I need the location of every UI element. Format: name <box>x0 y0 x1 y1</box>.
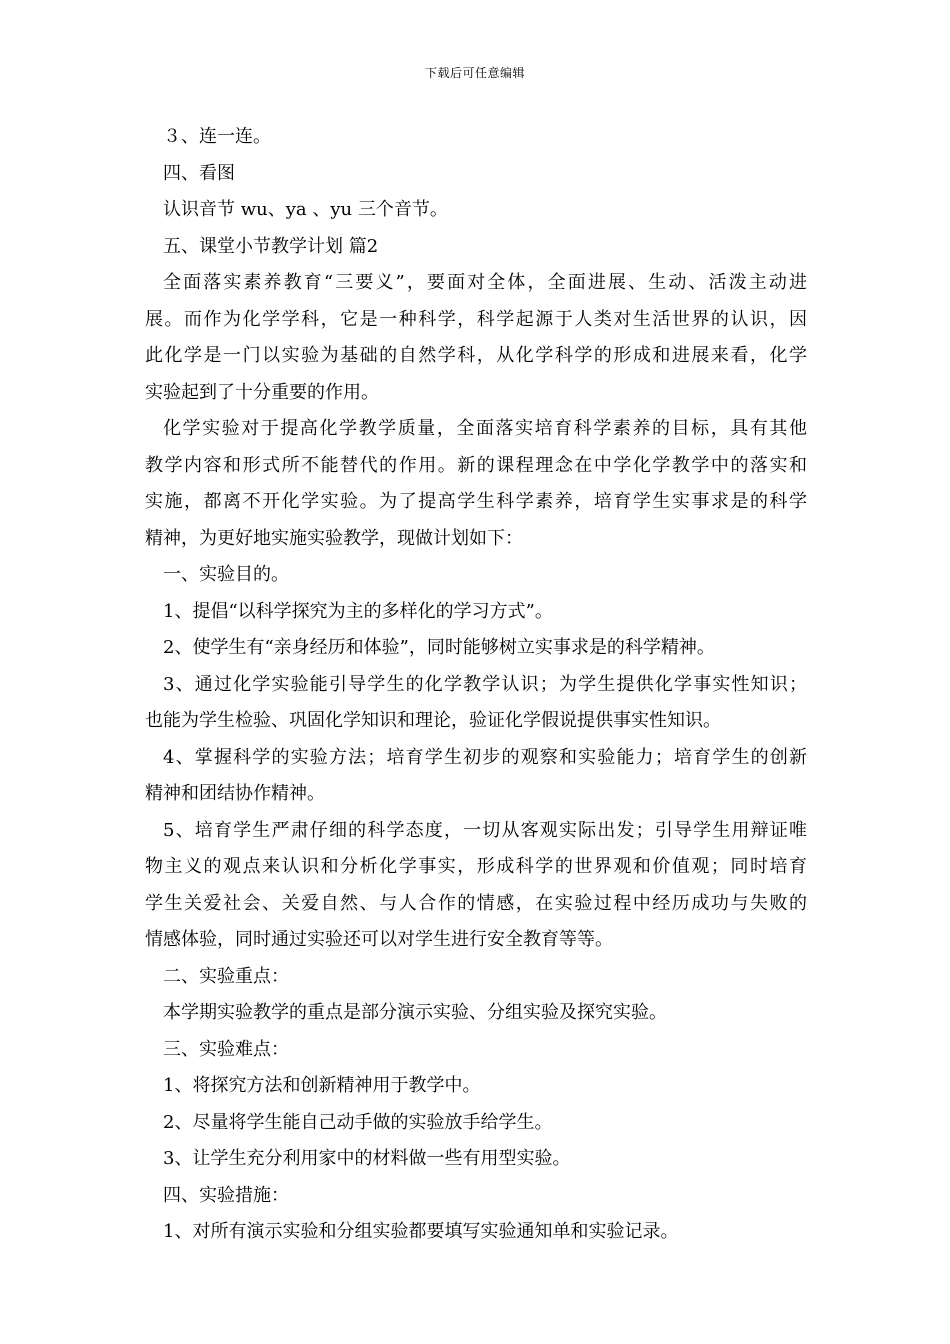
paragraph-line: 实验起到了十分重要的作用。 <box>145 381 379 403</box>
list-item: 1、对所有演示实验和分组实验都要填写实验通知单和实验记录。 <box>163 1221 679 1242</box>
paragraph-line: 本学期实验教学的重点是部分演示实验、分组实验及探究实验。 <box>163 1002 667 1023</box>
section-heading: 二、实验重点： <box>163 965 289 987</box>
paragraph-line: 展。而作为化学学科，它是一种科学，科学起源于人类对生活世界的认识，因 <box>145 308 807 330</box>
paragraph-line: 精神，为更好地实施实验教学，现做计划如下： <box>145 527 523 549</box>
section-heading: 五、课堂小节教学计划 篇2 <box>163 235 379 257</box>
paragraph-line: 实施，都离不开化学实验。为了提高学生科学素养，培育学生实事求是的科学 <box>145 491 807 512</box>
paragraph-line: 认识音节 wu、ya 、yu 三个音节。 <box>163 199 448 220</box>
paragraph-line: 精神和团结协作精神。 <box>145 783 325 804</box>
paragraph-line: 全面落实素养教育“三要义”，要面对全体，全面进展、生动、活泼主动进 <box>163 272 807 293</box>
paragraph-line: 物主义的观点来认识和分析化学事实，形成科学的世界观和价值观；同时培育 <box>145 856 807 877</box>
section-heading: 一、实验目的。 <box>163 564 289 585</box>
list-item: 4、掌握科学的实验方法；培育学生初步的观察和实验能力；培育学生的创新 <box>163 746 807 768</box>
document-body <box>145 119 807 1251</box>
section-heading: 四、看图 <box>163 162 235 184</box>
section-heading: 四、实验措施： <box>163 1184 289 1206</box>
list-item: ３、连一连。 <box>163 126 271 147</box>
page-header: 下载后可任意编辑 <box>424 66 525 80</box>
list-item: 1、将探究方法和创新精神用于教学中。 <box>163 1075 481 1096</box>
list-item: 2、使学生有“亲身经历和体验”，同时能够树立实事求是的科学精神。 <box>163 637 715 658</box>
list-item: 5、培育学生严肃仔细的科学态度，一切从客观实际出发；引导学生用辩证唯 <box>163 819 807 841</box>
paragraph-line: 情感体验，同时通过实验还可以对学生进行安全教育等等。 <box>145 929 613 950</box>
section-heading: 三、实验难点： <box>163 1038 289 1060</box>
list-item: 2、尽量将学生能自己动手做的实验放手给学生。 <box>163 1111 553 1133</box>
list-item: 3、让学生充分利用家中的材料做一些有用型实验。 <box>163 1148 571 1169</box>
paragraph-line: 学生关爱社会、关爱自然、与人合作的情感，在实验过程中经历成功与失败的 <box>145 892 807 914</box>
paragraph-line: 此化学是一门以实验为基础的自然学科，从化学科学的形成和进展来看，化学 <box>145 345 807 366</box>
list-item: 1、提倡“以科学探究为主的多样化的学习方式”。 <box>163 600 553 622</box>
paragraph-line: 教学内容和形式所不能替代的作用。新的课程理念在中学化学教学中的落实和 <box>145 454 807 476</box>
list-item: 3、通过化学实验能引导学生的化学教学认识；为学生提供化学事实性知识； <box>163 673 807 695</box>
paragraph-line: 也能为学生检验、巩固化学知识和理论，验证化学假说提供事实性知识。 <box>145 710 721 731</box>
paragraph-line: 化学实验对于提高化学教学质量，全面落实培育科学素养的目标，具有其他 <box>163 418 807 439</box>
